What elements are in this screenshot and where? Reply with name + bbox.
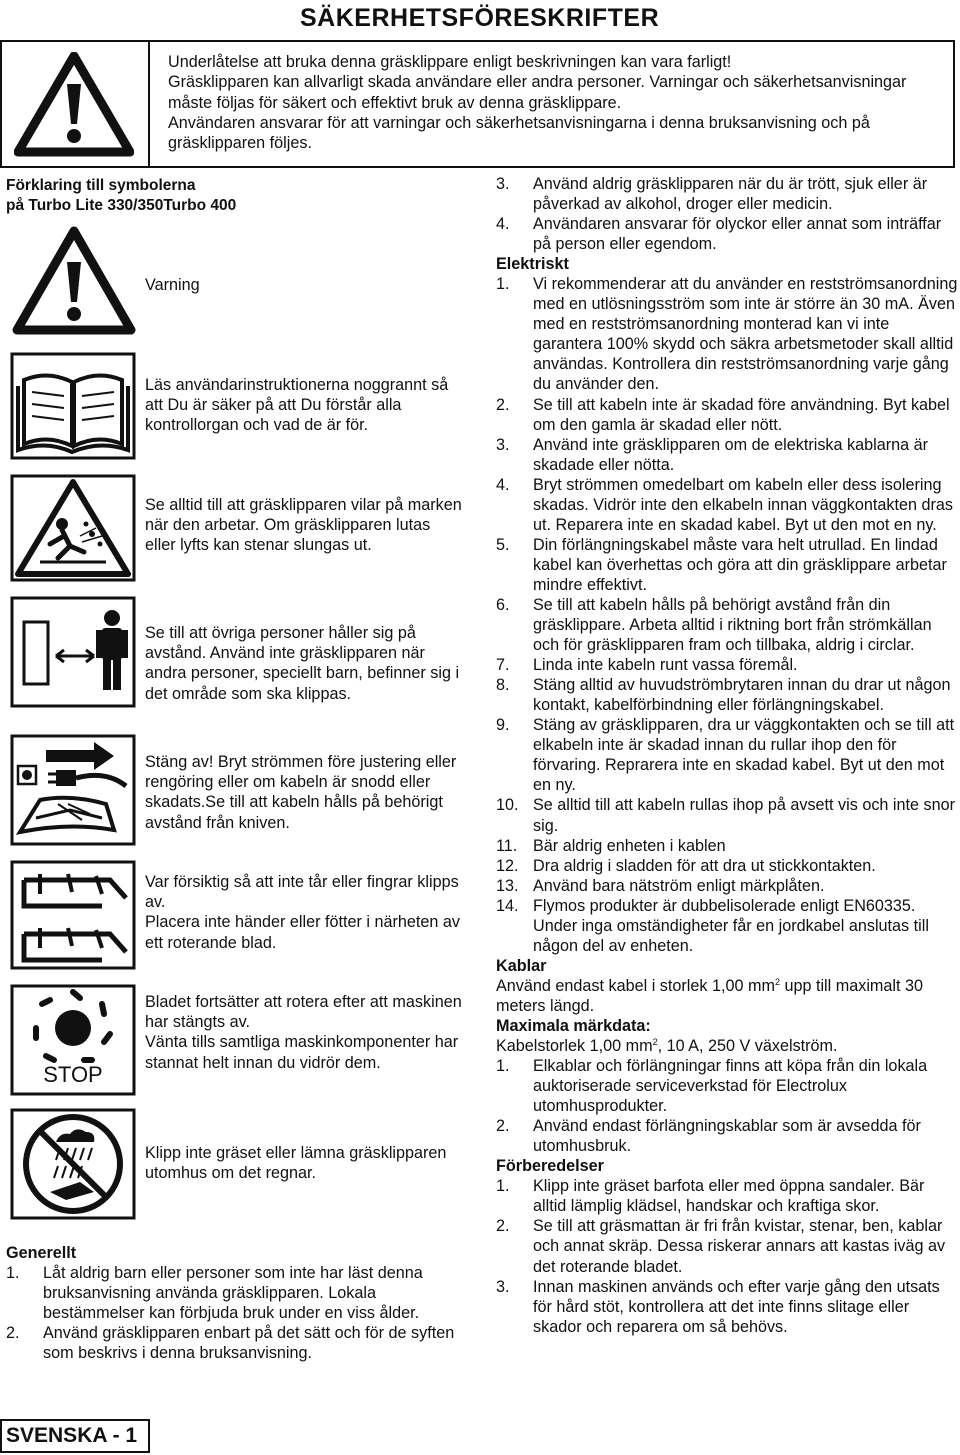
symbol-text: Se till att övriga personer håller sig på avstånd. Använd inte gräsklipparen när andra personer, speciellt barn, befinner sig i det område som ska klippas. [145,624,460,703]
section-heading: Maximala märkdata: [496,1016,651,1035]
list-text: Se till att kabeln inte är skadad före användning. Byt kabel om den gamla är skadad eller nött. [533,395,950,434]
electrical-list [496,274,958,956]
list-number: 14. [496,896,519,915]
no-rain-icon [10,1108,136,1220]
symbols-heading-line: Förklaring till symbolerna [6,177,196,194]
list-item [496,896,958,956]
list-text: Se till att kabeln hålls på behörigt avstånd från din gräsklippare. Arbeta alltid i riktning bort från strömkällan och för gräsklipparen fram och tillbaka, aldrig i circlar. [533,595,932,655]
keep-distance-icon [10,596,136,708]
list-text: Stäng av gräsklipparen, dra ur väggkontakten och se till att elkabeln inte är skadad innan du rullar ihop den för förvaring. Reprarera inte en skadad kabel. Byt ut den mot en ny. [533,716,955,795]
warning-line: Underlåtelse att bruka denna gräsklippare enligt beskrivningen kan vara farligt! [168,53,732,71]
list-text: Klipp inte gräset barfota eller med öppna sandaler. Bär alltid lämplig klädsel, handskar och kraftiga skor. [533,1177,925,1216]
symbol-text: Stäng av! Bryt strömmen före justering eller rengöring eller om kabeln är snodd eller skadats.Se till att kabeln hålls på behörigt avstånd från kniven. [145,753,457,832]
section-heading: Förberedelser [496,1157,604,1176]
list-number: 1. [6,1264,20,1283]
unplug-before-maintenance-icon [10,734,136,846]
list-number: 11. [496,836,518,855]
list-item [496,1277,958,1337]
warning-box-divider [148,40,150,168]
list-item [496,675,958,715]
symbol-text: Bladet fortsätter att rotera efter att maskinen har stängts av. [145,993,462,1032]
list-text: Använd bara nätström enligt märkplåten. [533,876,825,895]
open-manual-icon [10,352,136,460]
list-text: Använd inte gräsklipparen om de elektriska kablarna är skadade eller nötta. [533,435,929,474]
list-text: Linda inte kabeln runt vassa föremål. [533,656,798,675]
list-text: Din förlängningskabel måste vara helt utrullad. En lindad kabel kan överhettas och göra att din gräsklippare arbetar mindre effektivt. [533,535,947,594]
cables-text-end: upp till maximalt 30 meters längd. [496,976,924,1015]
symbol-text: Vänta tills samtliga maskinkomponenter har stannat helt innan du vidrör dem. [145,1033,459,1072]
list-number: 4. [496,215,510,234]
list-number: 2. [496,395,510,414]
section-heading: Generellt [6,1244,77,1262]
list-number: 1. [496,1057,510,1076]
list-text: Se alltid till att kabeln rullas ihop på avsett vis och inte snor sig. [533,796,955,835]
symbol-text: Klipp inte gräset eller lämna gräsklipparen utomhus om det regnar. [145,1144,447,1183]
symbol-text: Varning [145,276,200,294]
list-text: Vi rekommenderar att du använder en restströmsanordning med en utlösningsström som inte är större än 30 mA. Även med en restströmsanordning monterad kan vi inte garantera 100% skydd och säkra arbetsmetoder skall alltid användas. Kontrollera din restströmsanordning varje gång du använder den. [533,275,958,394]
list-text: Se till att gräsmattan är fri från kvistar, stenar, ben, kablar och annat skräp. Dessa riskerar annars att kastas iväg av det roterande bladet. [533,1217,946,1276]
list-item [496,535,958,595]
list-text: Använd gräsklipparen enbart på det sätt och för de syften som beskrivs i denna bruksanvisning. [43,1324,455,1363]
symbol-description [145,623,465,704]
list-item [496,475,958,535]
list-number: 10. [496,796,519,815]
list-item [496,876,958,896]
list-number: 1. [496,275,510,294]
ratings-text-end: , 10 A, 250 V växelström. [657,1037,838,1056]
list-text: Använd aldrig gräsklipparen när du är trött, sjuk eller är påverkad av alkohol, droger eller medicin. [533,175,928,214]
list-text: Använd endast förlängningskablar som är avsedda för utomhusbruk. [533,1117,921,1156]
symbol-description [145,872,465,953]
list-number: 5. [496,535,510,554]
warning-triangle-icon [12,226,136,336]
symbol-description [145,495,465,556]
list-number: 1. [496,1177,510,1196]
list-number: 8. [496,676,510,695]
list-item [496,595,958,655]
list-item [496,795,958,835]
warning-line: Gräsklipparen kan allvarligt skada användare eller andra personer. Varningar och säkerhetsanvisningar måste följas för säkert och effektivt bruk av denna gräsklippare. [168,73,907,112]
list-item [6,1263,476,1323]
page-title: SÄKERHETSFÖRESKRIFTER [300,4,660,32]
list-number: 3. [496,175,510,193]
list-item [496,174,958,214]
list-text: Dra aldrig i sladden för att dra ut stickkontakten. [533,856,876,875]
warning-triangle-icon [14,52,134,158]
list-text: Låt aldrig barn eller personer som inte har läst denna bruksanvisning använda gräsklipparen. Lokala bestämmelser kan förbjuda bruk under en viss ålder. [43,1264,423,1323]
superscript: 2 [652,1037,658,1048]
list-number: 4. [496,475,510,494]
section-heading: Kablar [496,956,547,975]
warning-text [168,52,948,153]
list-number: 2. [496,1117,510,1136]
blade-hand-foot-icon [10,860,136,970]
superscript: 2 [774,976,780,987]
list-item [496,1056,958,1116]
symbol-description [145,275,465,295]
symbols-heading-line: på Turbo Lite 330/350Turbo 400 [6,197,237,214]
list-text: Bär aldrig enheten i kablen [533,836,726,855]
general-section [6,1243,476,1363]
list-text: Stäng alltid av huvudströmbrytaren innan du drar ut någon kontakt, kabelförbindning eller förlängningskabel. [533,676,951,715]
list-item [496,395,958,435]
cables-text [496,976,958,1016]
list-number: 13. [496,876,519,895]
flying-stones-icon [10,474,136,582]
list-item [496,274,958,394]
list-item [496,214,958,254]
symbol-text: Läs användarinstruktionerna noggrannt så att Du är säker på att Du förstår alla kontrollorgan och vad de är för. [145,376,449,435]
ratings-text [496,1036,958,1056]
list-item [6,1323,476,1363]
list-item [496,715,958,795]
list-item [496,1116,958,1156]
symbol-description [145,992,465,1073]
list-number: 3. [496,1277,510,1296]
list-number: 7. [496,656,510,675]
list-item [496,1176,958,1216]
list-number: 3. [496,435,510,454]
symbol-description [145,752,465,833]
list-text: Flymos produkter är dubbelisolerade enligt EN60335. Under inga omständigheter får en jordkabel anslutas till någon del av enheten. [533,896,929,955]
list-text: Användaren ansvarar för olyckor eller annat som inträffar på person eller egendom. [533,215,942,254]
list-number: 9. [496,716,510,735]
list-item [496,655,958,675]
symbol-text: Var försiktig så att inte tår eller fingrar klipps av. [145,873,459,912]
section-heading: Elektriskt [496,255,569,274]
list-item [496,836,958,856]
page-footer: SVENSKA - 1 [0,1419,150,1453]
ratings-text-start: Kabelstorlek 1,00 mm [496,1037,653,1056]
list-item [496,856,958,876]
cables-text-start: Använd endast kabel i storlek 1,00 mm [496,976,775,995]
list-number: 6. [496,595,510,614]
stop-label: STOP [43,1062,103,1087]
right-column [496,174,958,1337]
list-item [496,1216,958,1276]
list-text: Bryt strömmen omedelbart om kabeln eller dess isolering skadas. Vidrör inte den elkabeln innan väggkontakten dras ut. Reparera inte en skadad kabel. Byt ut den mot en ny. [533,475,953,534]
list-text: Innan maskinen används och efter varje gång den utsats för hård stöt, kontrollera att det inte finns slitage eller skador och reparera om så behövs. [533,1277,940,1336]
list-number: 12. [496,856,519,875]
symbol-description [145,375,465,436]
symbol-description [145,1143,465,1183]
list-number: 2. [6,1324,20,1343]
list-number: 2. [496,1217,510,1236]
symbol-text: Placera inte händer eller fötter i närheten av ett roterande blad. [145,913,460,952]
symbol-text: Se alltid till att gräsklipparen vilar på marken när den arbetar. Om gräsklipparen lutas eller lyfts kan stenar slungas ut. [145,496,462,555]
warning-line: Användaren ansvarar för att varningar och säkerhetsanvisningarna i denna bruksanvisning och på gräsklipparen följes. [168,113,870,153]
list-item [496,435,958,475]
rotating-blade-stop-icon [10,984,136,1096]
list-text: Elkablar och förlängningar finns att köpa från din lokala auktoriserade serviceverkstad för Electrolux utomhusprodukter. [533,1057,928,1116]
symbols-heading [6,176,306,216]
